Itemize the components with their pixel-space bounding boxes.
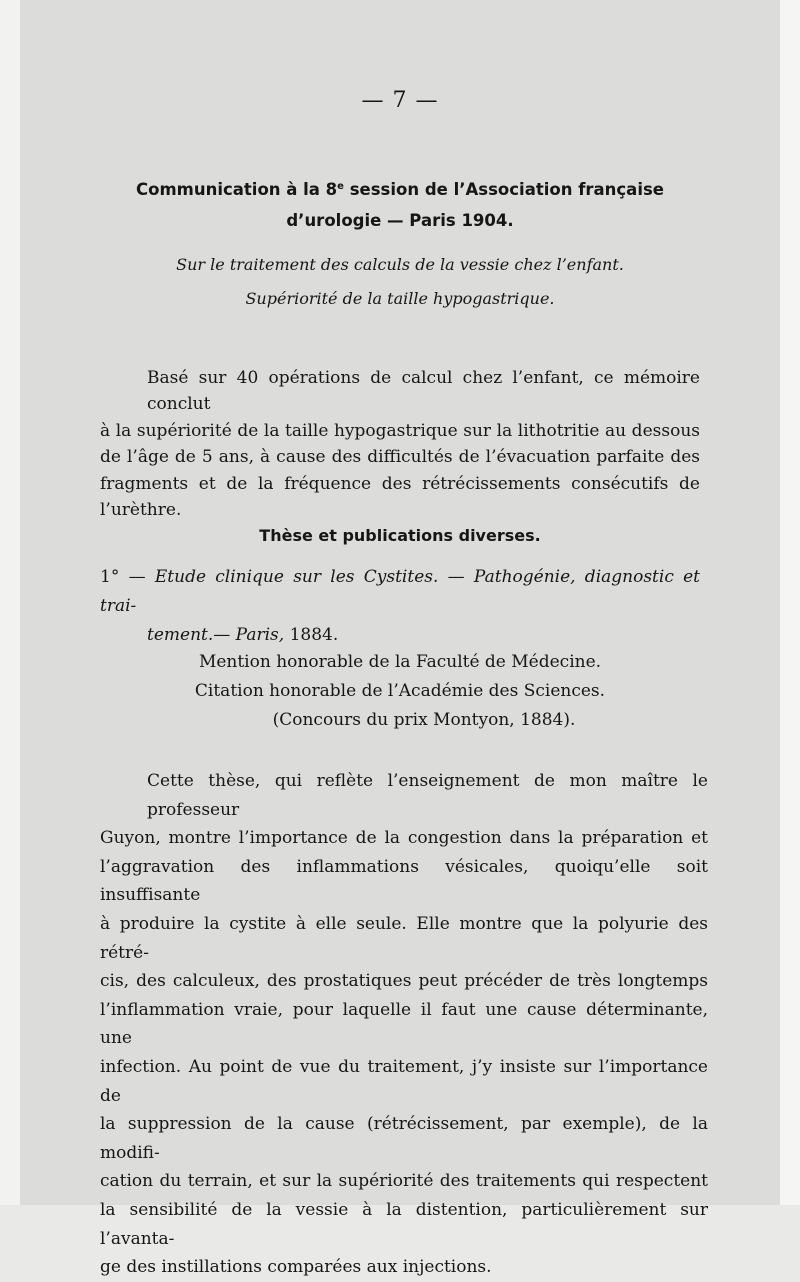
paragraph1-line: à la supériorité de la taille hypogastrique sur la lithotritie au dessous xyxy=(100,420,700,441)
communication-heading-line2: d’urologie — Paris 1904. xyxy=(286,211,514,230)
publication-item-1-line2 xyxy=(100,621,700,650)
paragraph2-line: infection. Au point de vue du traitement, j’y insiste sur l’importance de xyxy=(100,1056,708,1106)
heading-suffix: session de l’Association française xyxy=(343,180,664,199)
paragraph-these-summary xyxy=(100,767,708,1282)
paragraph2-line: cis, des calculeux, des prostatiques peut précéder de très longtemps xyxy=(100,971,708,992)
communication-heading-line1 xyxy=(0,174,800,205)
item-dash: — xyxy=(119,567,155,587)
paragraph2-line: l’inflammation vraie, pour laquelle il faut une cause déterminante, une xyxy=(100,999,708,1049)
subtitle-line1: Sur le traitement des calculs de la vessie chez l’enfant. xyxy=(176,255,624,274)
paragraph1-line: l’urèthre. xyxy=(100,500,182,521)
paragraph2-line: ge des instillations comparées aux injections. xyxy=(100,1257,492,1278)
honor-concours: (Concours du prix Montyon, 1884). xyxy=(272,710,576,730)
paragraph1-line: Basé sur 40 opérations de calcul chez l’enfant, ce mémoire conclut xyxy=(147,368,700,415)
item-year: 1884. xyxy=(284,625,339,645)
paragraph2-line: l’aggravation des inflammations vésicales, quoiqu’elle soit insuffisante xyxy=(100,856,708,906)
paragraph1-line: de l’âge de 5 ans, à cause des difficultés de l’évacuation parfaite des xyxy=(100,447,700,468)
paragraph2-line: Guyon, montre l’importance de la congestion dans la préparation et xyxy=(100,828,708,849)
subtitle-line2: Supériorité de la taille hypogastrique. xyxy=(245,289,555,308)
paragraph-memoire-summary xyxy=(100,365,700,523)
publication-item-1-line1 xyxy=(100,563,700,621)
heading-prefix: Communication à la 8 xyxy=(136,180,338,199)
item-title: Etude clinique sur les Cystites. — Pathogénie, diagnostic et trai- xyxy=(100,567,701,616)
item-number: 1° xyxy=(100,567,120,587)
page-number: — 7 — xyxy=(361,88,439,113)
publication-item-1 xyxy=(100,563,700,650)
paragraph2-line: Cette thèse, qui reflète l’enseignement de mon maître le professeur xyxy=(147,771,708,820)
paragraph1-line: fragments et de la fréquence des rétrécissements consécutifs de xyxy=(100,473,700,494)
paragraph2-line: la suppression de la cause (rétrécissement, par exemple), de la modifi- xyxy=(100,1114,708,1163)
paragraph2-line: à produire la cystite à elle seule. Elle montre que la polyurie des rétré- xyxy=(100,913,708,963)
honors-block xyxy=(0,648,800,735)
item-title-continued: tement.— Paris, xyxy=(147,625,285,645)
paragraph2-line: cation du terrain, et sur la supériorité des traitements qui respectent xyxy=(100,1171,708,1192)
heading-superscript: e xyxy=(337,181,344,192)
paragraph2-line: la sensibilité de la vessie à la distention, particulièrement sur l’avanta- xyxy=(100,1199,708,1249)
honor-mention: Mention honorable de la Faculté de Médecine. xyxy=(198,652,602,672)
honor-citation: Citation honorable de l’Académie des Sciences. xyxy=(194,681,606,701)
section-title: Thèse et publications diverses. xyxy=(259,526,541,545)
